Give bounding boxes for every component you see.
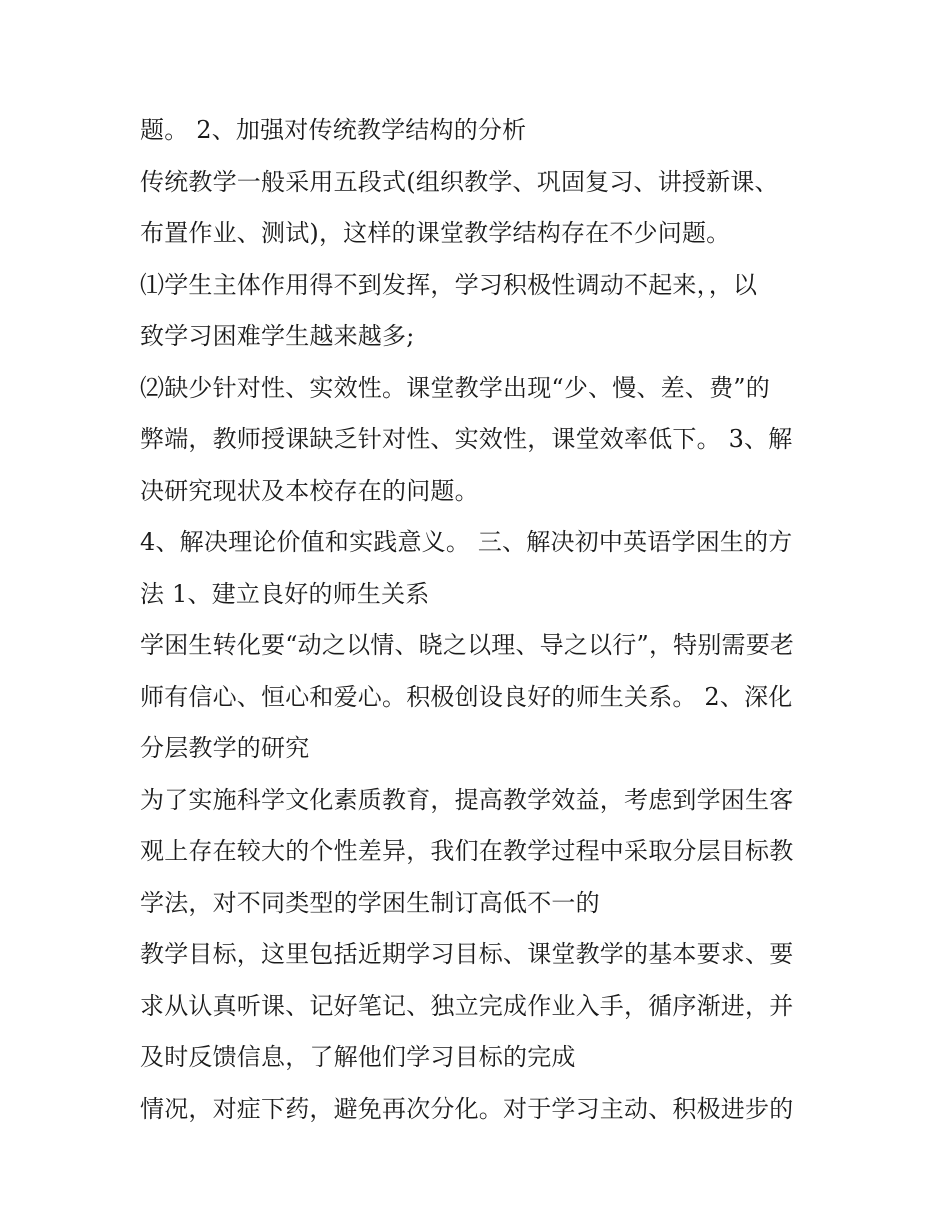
text-line: 观上存在较大的个性差异，我们在教学过程中采取分层目标教 <box>140 837 794 865</box>
text-line: 决研究现状及本校存在的问题。 <box>140 476 479 505</box>
text-line: 传统教学一般采用五段式(组织教学、巩固复习、讲授新课、 <box>140 167 779 196</box>
text-line: 布置作业、测试)，这样的课堂教学结构存在不少问题。 <box>140 219 731 247</box>
text-line: 为了实施科学文化素质教育，提高教学效益，考虑到学困生客 <box>140 785 794 814</box>
text-line: 学困生转化要“动之以情、晓之以理、导之以行”，特别需要老 <box>140 631 795 659</box>
text-line: 情况，对症下药，避免再次分化。对于学习主动、积极进步的 <box>140 1094 794 1123</box>
body-text <box>140 107 830 1137</box>
text-line: 教学目标，这里包括近期学习目标、课堂教学的基本要求、要 <box>140 940 794 968</box>
text-line: 学法，对不同类型的学困生制订高低不一的 <box>140 888 600 917</box>
text-line: 4、解决理论价值和实践意义。 三、解决初中英语学困生的方 <box>140 528 793 556</box>
text-line: 法 1、建立良好的师生关系 <box>140 579 430 608</box>
text-line: 弊端，教师授课缺乏针对性、实效性，课堂效率低下。 3、解 <box>140 425 793 453</box>
text-line: ⑴学生主体作用得不到发挥，学习积极性调动不起来，，以 <box>140 270 758 299</box>
text-line: 分层教学的研究 <box>140 734 310 762</box>
text-line: 致学习困难学生越来越多; <box>140 322 415 350</box>
text-line: ⑵缺少针对性、实效性。课堂教学出现“少、慢、差、费”的 <box>140 373 770 402</box>
text-line: 及时反馈信息，了解他们学习目标的完成 <box>140 1043 576 1071</box>
text-line: 师有信心、恒心和爱心。积极创设良好的师生关系。 2、深化 <box>140 682 793 711</box>
text-line: 求从认真听课、记好笔记、独立完成作业入手，循序渐进，并 <box>140 991 794 1020</box>
text-line: 题。 2、加强对传统教学结构的分析 <box>140 116 527 144</box>
